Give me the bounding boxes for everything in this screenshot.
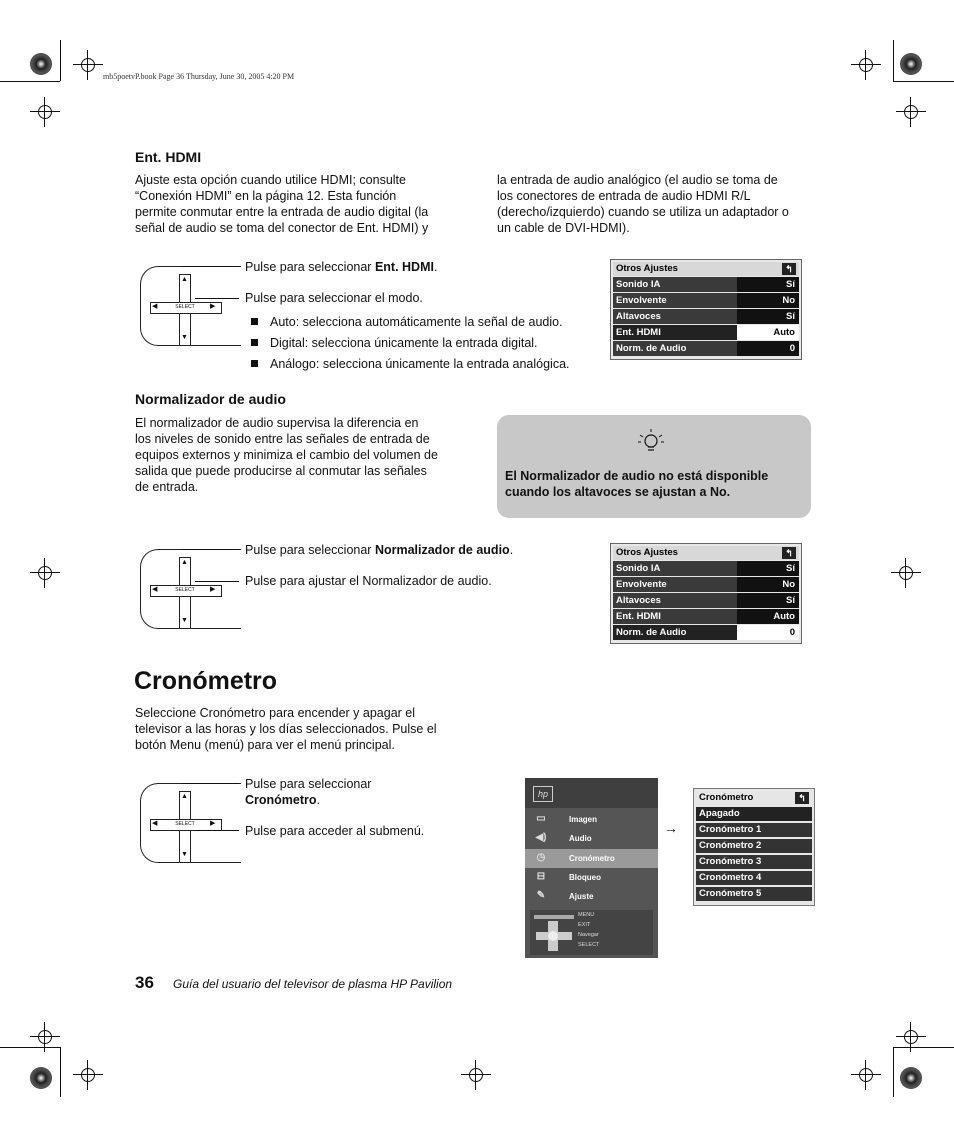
list-item: Digital: selecciona únicamente la entrada digital. <box>251 335 570 351</box>
text-line: El normalizador de audio supervisa la diferencia en <box>135 416 419 430</box>
lightbulb-icon <box>634 427 668 457</box>
picture-icon: ▭ <box>536 813 546 824</box>
callout-line <box>195 581 239 582</box>
instruction-text: Pulse para seleccionar <box>245 777 372 791</box>
main-menu-screen <box>525 778 658 958</box>
section-heading-hdmi: Ent. HDMI <box>135 149 202 165</box>
text-line: El Normalizador de audio no está disponible <box>505 469 769 483</box>
instruction-suffix: . <box>316 793 321 807</box>
legend-label: EXIT <box>578 922 591 928</box>
crop-line <box>0 1047 60 1048</box>
nav-legend <box>530 910 653 955</box>
lock-icon: ⊟ <box>536 871 546 882</box>
list-item: Auto: selecciona automáticamente la señal de audio. <box>251 314 570 330</box>
registration-disc <box>30 1067 52 1089</box>
menu-title: Otros Ajustes <box>616 547 678 558</box>
select-label: SELECT <box>175 587 195 593</box>
crop-line <box>0 81 60 82</box>
hdmi-paragraph-col2 <box>497 172 827 236</box>
cronometro-instruction-submenu: Pulse para acceder al submenú. <box>245 824 425 838</box>
back-icon: ↰ <box>795 792 809 804</box>
text-line: los niveles de sonido entre las señales de entrada de <box>135 432 430 446</box>
menu-row: Apagado <box>696 807 812 821</box>
section-heading-normalizador: Normalizador de audio <box>135 391 286 407</box>
file-info: mb5poetvP.book Page 36 Thursday, June 30, 2005 4:20 PM <box>103 72 295 81</box>
crosshair-mark <box>851 1060 881 1090</box>
menu-item-ajuste: ✎ Ajuste <box>525 887 658 906</box>
normalizador-paragraph <box>135 415 475 495</box>
menu-row: Envolvente No <box>613 293 799 308</box>
text-line: equipos externos y minimiza el cambio del volumen de <box>135 448 438 462</box>
callout-line <box>181 266 239 267</box>
callout-line <box>181 549 239 550</box>
tip-box <box>497 415 811 518</box>
hdmi-bullets <box>251 314 570 372</box>
crop-line <box>60 40 61 81</box>
hdmi-instruction-mode: Pulse para seleccionar el modo. <box>245 291 423 305</box>
instruction-text: Pulse para seleccionar <box>245 260 375 274</box>
remote-dpad-diagram: ▲ ▼ ◀ ▶ SELECT <box>140 266 240 346</box>
menu-row-selected: Norm. de Audio 0 <box>613 625 799 640</box>
callout-line <box>195 298 239 299</box>
menu-row: Cronómetro 2 <box>696 839 812 853</box>
menu-row: Altavoces Sí <box>613 309 799 324</box>
legend-label: MENU <box>578 912 595 918</box>
crop-line <box>893 40 894 81</box>
text-line: permite conmutar entre la entrada de audio digital (la <box>135 205 429 219</box>
instruction-bold: Ent. HDMI <box>374 260 434 274</box>
text-line: “Conexión HDMI” en la página 12. Esta función <box>135 189 397 203</box>
tip-text <box>505 468 805 500</box>
text-line: Ajuste esta opción cuando utilice HDMI; consulte <box>135 173 406 187</box>
registration-disc <box>900 53 922 75</box>
otros-ajustes-menu-2 <box>610 543 802 644</box>
text-line: televisor a las horas y los días seleccionados. Pulse el <box>135 722 437 736</box>
menu-row: Norm. de Audio 0 <box>613 341 799 356</box>
crop-line <box>893 1047 954 1048</box>
select-label: SELECT <box>175 304 195 310</box>
menu-item-cronometro: ◷ Cronómetro <box>525 849 658 868</box>
speaker-icon: ◀) <box>535 832 547 843</box>
crosshair-mark <box>851 50 881 80</box>
text-line: un cable de DVI-HDMI). <box>497 221 630 235</box>
clock-icon: ◷ <box>536 852 546 863</box>
registration-disc <box>900 1067 922 1089</box>
legend-label: Navegar <box>578 932 599 938</box>
menu-row: Envolvente No <box>613 577 799 592</box>
menu-item-audio: ◀) Audio <box>535 832 592 843</box>
menu-row: Ent. HDMI Auto <box>613 609 799 624</box>
menu-row-selected: Ent. HDMI Auto <box>613 325 799 340</box>
cronometro-instruction-select <box>245 776 371 808</box>
menu-item-bloqueo: ⊟ Bloqueo <box>525 868 658 887</box>
text-line: salida que puede producirse al conmutar las señales <box>135 464 427 478</box>
text-line: la entrada de audio analógico (el audio se toma de <box>497 173 778 187</box>
text-line: Seleccione Cronómetro para encender y apagar el <box>135 706 416 720</box>
crosshair-mark <box>73 50 103 80</box>
instruction-text: Pulse para seleccionar <box>245 543 375 557</box>
arrow-icon: → <box>664 820 678 836</box>
normalizador-instruction-adjust: Pulse para ajustar el Normalizador de audio. <box>245 574 492 588</box>
wrench-icon: ✎ <box>536 890 546 901</box>
hdmi-paragraph-col1 <box>135 172 465 236</box>
crosshair-mark <box>896 97 926 127</box>
select-label: SELECT <box>175 821 195 827</box>
instruction-bold: Cronómetro <box>245 793 317 807</box>
page-number: 36 <box>135 973 154 992</box>
remote-dpad-diagram: ▲ ▼ ◀ ▶ SELECT <box>140 783 240 863</box>
cronometro-submenu <box>693 788 815 906</box>
mini-remote-icon <box>532 913 576 953</box>
menu-title: Otros Ajustes <box>616 263 678 274</box>
menu-row: Sonido IA Sí <box>613 561 799 576</box>
instruction-suffix: . <box>433 260 438 274</box>
registration-disc <box>30 53 52 75</box>
menu-row: Cronómetro 3 <box>696 855 812 869</box>
menu-row: Altavoces Sí <box>613 593 799 608</box>
list-item: Análogo: selecciona únicamente la entrada analógica. <box>251 356 570 372</box>
menu-row: Sonido IA Sí <box>613 277 799 292</box>
crop-line <box>893 1047 894 1097</box>
hdmi-instruction-select <box>245 259 437 275</box>
instruction-bold: Normalizador de audio <box>374 543 510 557</box>
section-title-cronometro: Cronómetro <box>134 667 278 695</box>
text-line: los conectores de entrada de audio HDMI R/L <box>497 189 751 203</box>
crop-line <box>60 1047 61 1097</box>
instruction-suffix: . <box>509 543 514 557</box>
callout-line <box>195 830 239 831</box>
menu-row: Cronómetro 4 <box>696 871 812 885</box>
legend-label: SELECT <box>578 942 600 948</box>
crosshair-mark <box>891 558 921 588</box>
text-line: de entrada. <box>135 480 199 494</box>
crosshair-mark <box>461 1060 491 1090</box>
callout-line <box>181 783 239 784</box>
cronometro-paragraph <box>135 705 475 753</box>
crosshair-mark <box>30 97 60 127</box>
back-icon: ↰ <box>782 263 796 275</box>
hp-logo: hp <box>533 786 553 802</box>
menu-title: Cronómetro <box>699 792 754 803</box>
menu-row: Cronómetro 1 <box>696 823 812 837</box>
text-line: botón Menu (menú) para ver el menú principal. <box>135 738 395 752</box>
crosshair-mark <box>30 558 60 588</box>
menu-row: Cronómetro 5 <box>696 887 812 901</box>
text-line: (derecho/izquierdo) cuando se utiliza un adaptador o <box>497 205 789 219</box>
remote-dpad-diagram: ▲ ▼ ◀ ▶ SELECT <box>140 549 240 629</box>
text-line: cuando los altavoces se ajustan a No. <box>505 485 731 499</box>
crosshair-mark <box>73 1060 103 1090</box>
footer-text: Guía del usuario del televisor de plasma HP Pavilion <box>173 977 453 991</box>
text-line: señal de audio se toma del conector de Ent. HDMI) y <box>135 221 429 235</box>
back-icon: ↰ <box>782 547 796 559</box>
otros-ajustes-menu-1 <box>610 259 802 360</box>
menu-item-imagen: ▭ Imagen <box>525 810 658 829</box>
normalizador-instruction-select <box>245 542 513 558</box>
crop-line <box>893 81 954 82</box>
